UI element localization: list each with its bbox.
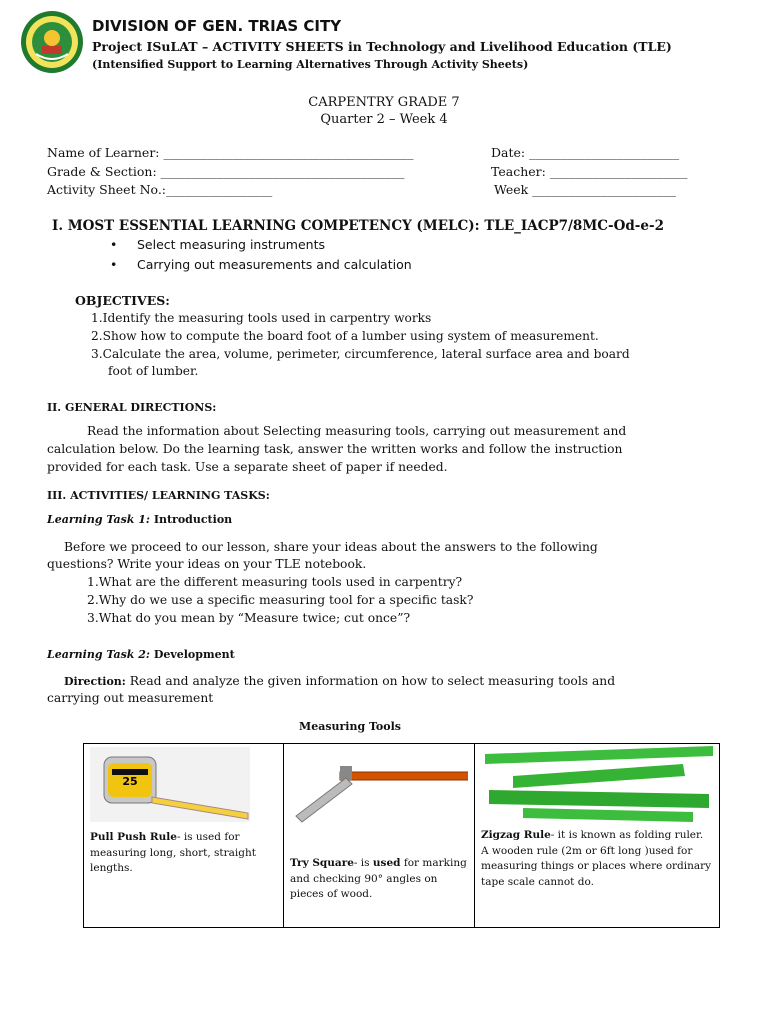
objective-3-cont: foot of lumber. bbox=[108, 364, 199, 378]
zigzag-rule-image bbox=[483, 746, 715, 824]
measuring-tools-table bbox=[83, 743, 720, 928]
teacher-field: Teacher: ______________________ bbox=[491, 164, 688, 179]
task1-question-2: 2.Why do we use a specific measuring tool for a specific task? bbox=[87, 593, 474, 607]
learning-task-1-heading: Learning Task 1: Introduction bbox=[47, 513, 233, 526]
task1-line-1: Before we proceed to our lesson, share your ideas about the answers to the following bbox=[64, 540, 598, 554]
subject-title: CARPENTRY GRADE 7 bbox=[308, 95, 460, 110]
division-logo bbox=[20, 10, 84, 74]
task1-line-2: questions? Write your ideas on your TLE notebook. bbox=[47, 557, 367, 571]
tool-cell-zigzag-rule bbox=[475, 744, 720, 928]
date-field: Date: ________________________ bbox=[491, 145, 680, 160]
division-name: DIVISION OF GEN. TRIAS CITY bbox=[92, 17, 342, 35]
pull-push-rule-caption: Pull Push Rule- is used for measuring long, short, straight lengths. bbox=[90, 831, 256, 874]
tool-cell-pull-push-rule bbox=[84, 744, 284, 928]
melc-bullet-1: • Select measuring instruments bbox=[110, 237, 326, 252]
direction-line-2: carrying out measurement bbox=[47, 691, 214, 705]
zigzag-rule-caption: Zigzag Rule- it is known as folding ruler. A wooden rule (2m or 6ft long )used for measuring things or places where ordinary tape scale cannot do. bbox=[481, 829, 712, 888]
activities-heading: III. ACTIVITIES/ LEARNING TASKS: bbox=[47, 489, 270, 502]
try-square-caption: Try Square- is used for marking and checking 90° angles on pieces of wood. bbox=[290, 857, 467, 900]
objective-1: 1.Identify the measuring tools used in carpentry works bbox=[91, 311, 432, 325]
quarter-week: Quarter 2 – Week 4 bbox=[320, 112, 448, 127]
activity-sheet-field: Activity Sheet No.:_________________ bbox=[47, 182, 273, 197]
task1-question-3: 3.What do you mean by “Measure twice; cut once”? bbox=[87, 611, 411, 625]
direction-line-1: Direction: Read and analyze the given information on how to select measuring tools and bbox=[64, 674, 616, 688]
objective-2: 2.Show how to compute the board foot of a lumber using system of measurement. bbox=[91, 329, 599, 343]
tool-cell-try-square bbox=[284, 744, 475, 928]
general-directions-heading: II. GENERAL DIRECTIONS: bbox=[47, 401, 217, 414]
directions-line-1: Read the information about Selecting measuring tools, carrying out measurement and bbox=[87, 424, 627, 438]
melc-heading: I. MOST ESSENTIAL LEARNING COMPETENCY (MELC): TLE_IACP7/8MC-Od-e-2 bbox=[52, 218, 664, 234]
measuring-tools-title: Measuring Tools bbox=[299, 720, 401, 733]
week-field: Week _______________________ bbox=[494, 182, 676, 197]
objective-3: 3.Calculate the area, volume, perimeter, circumference, lateral surface area and board bbox=[91, 347, 630, 361]
learning-task-2-heading: Learning Task 2: Development bbox=[47, 648, 235, 661]
objectives-heading: OBJECTIVES: bbox=[75, 293, 170, 308]
try-square-image bbox=[292, 752, 468, 830]
project-subtitle: (Intensified Support to Learning Alternatives Through Activity Sheets) bbox=[92, 58, 529, 71]
task1-question-1: 1.What are the different measuring tools used in carpentry? bbox=[87, 575, 463, 589]
learner-name-field: Name of Learner: ________________________________________ bbox=[47, 145, 414, 160]
directions-line-2: calculation below. Do the learning task, answer the written works and follow the instruction bbox=[47, 442, 623, 456]
melc-bullet-2: • Carrying out measurements and calculation bbox=[110, 257, 412, 272]
grade-section-field: Grade & Section: _______________________________________ bbox=[47, 164, 405, 179]
tape-measure-image bbox=[90, 747, 250, 822]
directions-line-3: provided for each task. Use a separate sheet of paper if needed. bbox=[47, 460, 448, 474]
project-title: Project ISuLAT – ACTIVITY SHEETS in Technology and Livelihood Education (TLE) bbox=[92, 39, 672, 54]
tape-number: 25 bbox=[122, 775, 138, 788]
